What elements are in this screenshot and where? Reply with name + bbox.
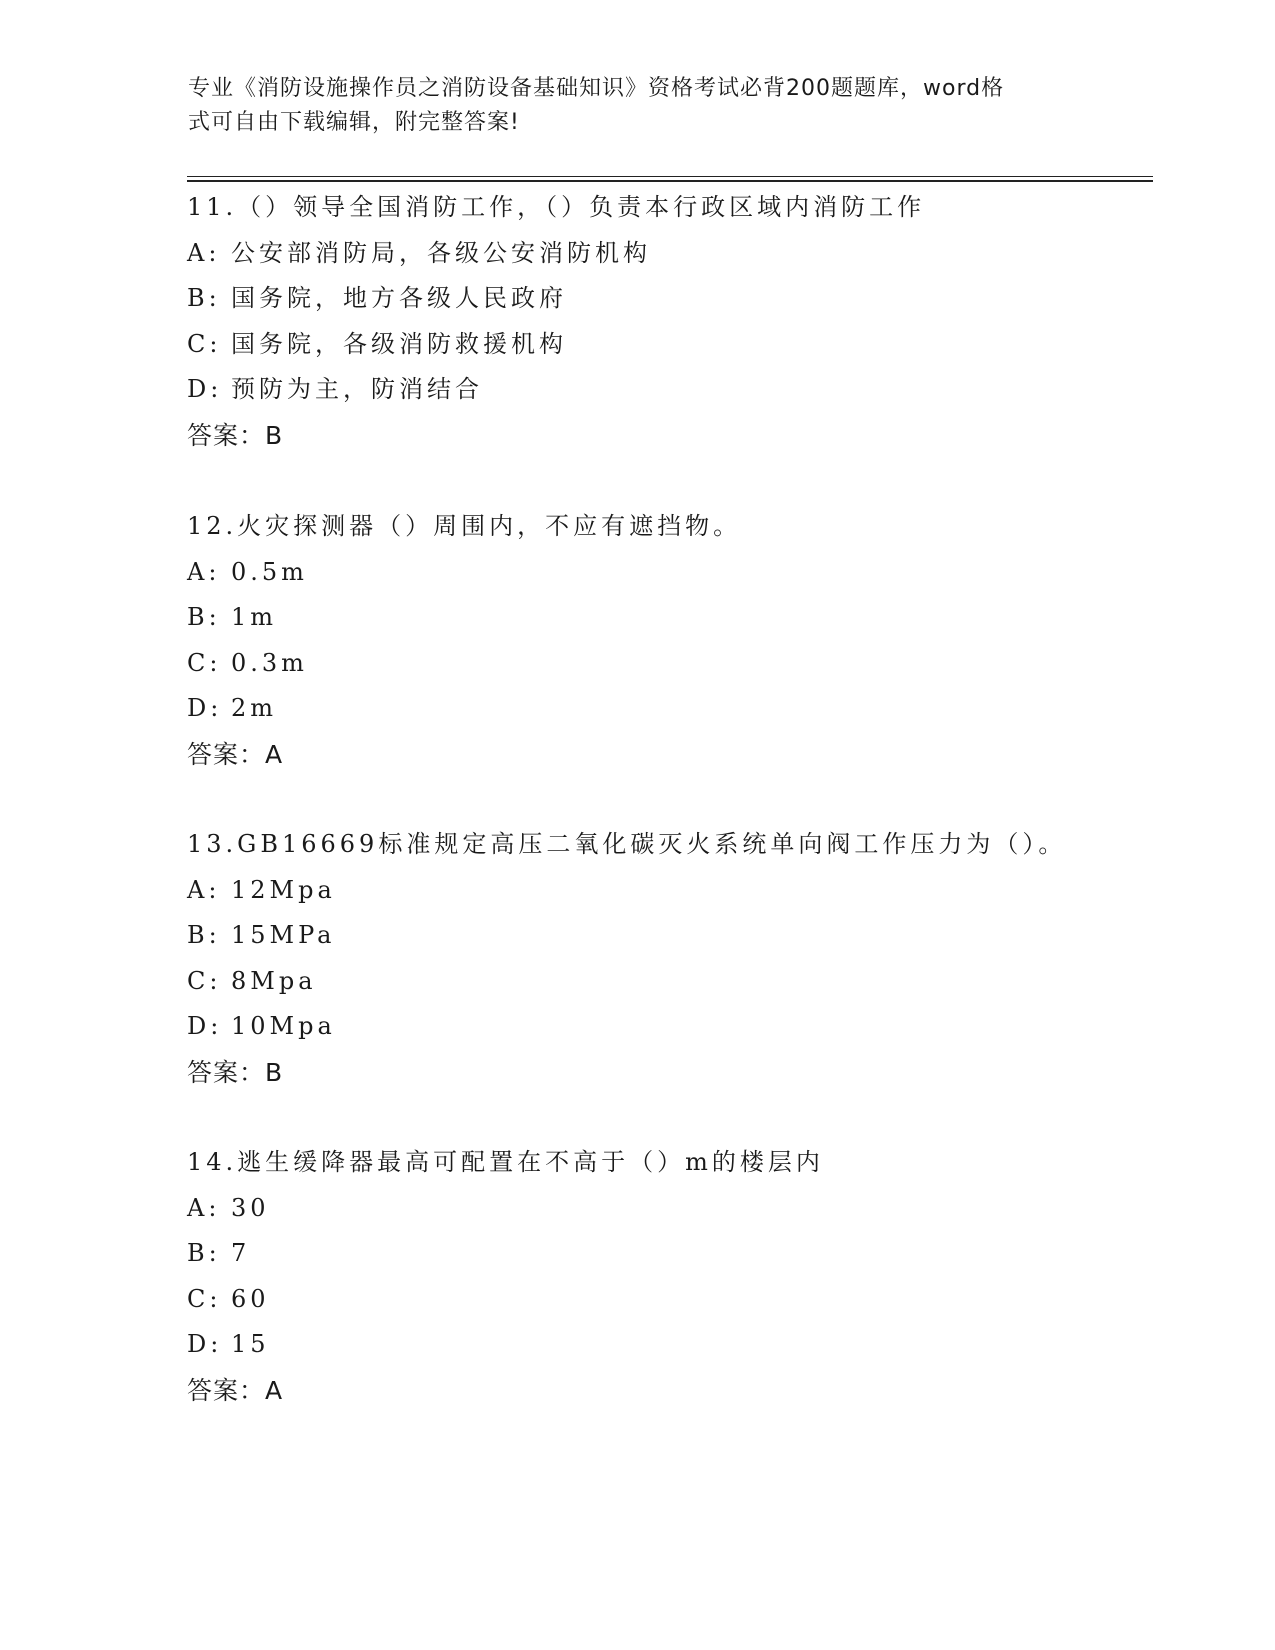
option-c [187,641,1147,687]
option-key: C: [187,329,222,358]
answer-line: 答案：A [187,1375,284,1405]
question-stem: 13.GB16669标准规定高压二氧化碳灭火系统单向阀工作压力为（）。 [187,830,1067,858]
option-text: 15MPa [231,921,336,949]
header-line-1: 专业《消防设施操作员之消防设备基础知识》资格考试必背200题题库，word格 [188,76,1005,101]
option-key: A: [187,238,221,267]
option-key: A: [187,875,221,904]
option-text: 国务院，各级消防救援机构 [231,329,567,358]
header-divider-thin [187,176,1153,177]
option-key: B: [187,603,221,631]
header-line-2: 式可自由下载编辑，附完整答案! [188,110,520,135]
question-block [187,1140,1147,1413]
answer-line: 答案：B [187,420,284,450]
option-key: D: [187,375,223,403]
header-divider-thick [187,180,1153,182]
option-b [187,276,1147,322]
option-key: A: [187,1193,221,1222]
option-key: C: [187,966,222,995]
question-block [187,185,1147,458]
answer-line: 答案：B [187,1057,284,1087]
option-text: 1m [231,603,278,631]
option-key: A: [187,557,221,586]
option-text: 国务院，地方各级人民政府 [231,284,567,312]
option-b [187,913,1147,959]
option-text: 15 [231,1330,270,1358]
option-text: 30 [231,1193,270,1222]
option-text: 7 [231,1239,251,1267]
option-text: 60 [231,1284,270,1313]
option-key: C: [187,648,222,677]
option-c [187,322,1147,368]
option-text: 12Mpa [231,875,336,904]
option-key: D: [187,1330,223,1358]
question-stem: 11.（）领导全国消防工作，（）负责本行政区域内消防工作 [187,193,926,221]
option-a [187,550,1147,596]
option-text: 2m [231,694,278,722]
option-d [187,1004,1147,1050]
option-text: 0.5m [231,557,308,586]
option-d [187,1322,1147,1368]
option-b [187,1231,1147,1277]
option-b [187,595,1147,641]
option-key: D: [187,694,223,722]
option-a [187,1186,1147,1232]
option-c [187,959,1147,1005]
option-text: 预防为主，防消结合 [231,375,483,403]
option-text: 8Mpa [231,966,317,995]
option-text: 10Mpa [231,1012,336,1040]
option-key: D: [187,1012,223,1040]
question-stem: 12.火灾探测器（）周围内，不应有遮挡物。 [187,512,742,540]
option-d [187,367,1147,413]
option-text: 公安部消防局，各级公安消防机构 [231,238,651,267]
answer-line: 答案：A [187,739,284,769]
option-d [187,686,1147,732]
option-key: B: [187,284,221,312]
question-block [187,504,1147,777]
option-a [187,868,1147,914]
option-key: B: [187,921,221,949]
option-a [187,231,1147,277]
option-text: 0.3m [231,648,308,677]
question-stem: 14.逃生缓降器最高可配置在不高于（）m的楼层内 [187,1148,824,1176]
question-block [187,822,1147,1095]
option-key: C: [187,1284,222,1313]
option-c [187,1277,1147,1323]
document-header [188,72,1068,140]
option-key: B: [187,1239,221,1267]
